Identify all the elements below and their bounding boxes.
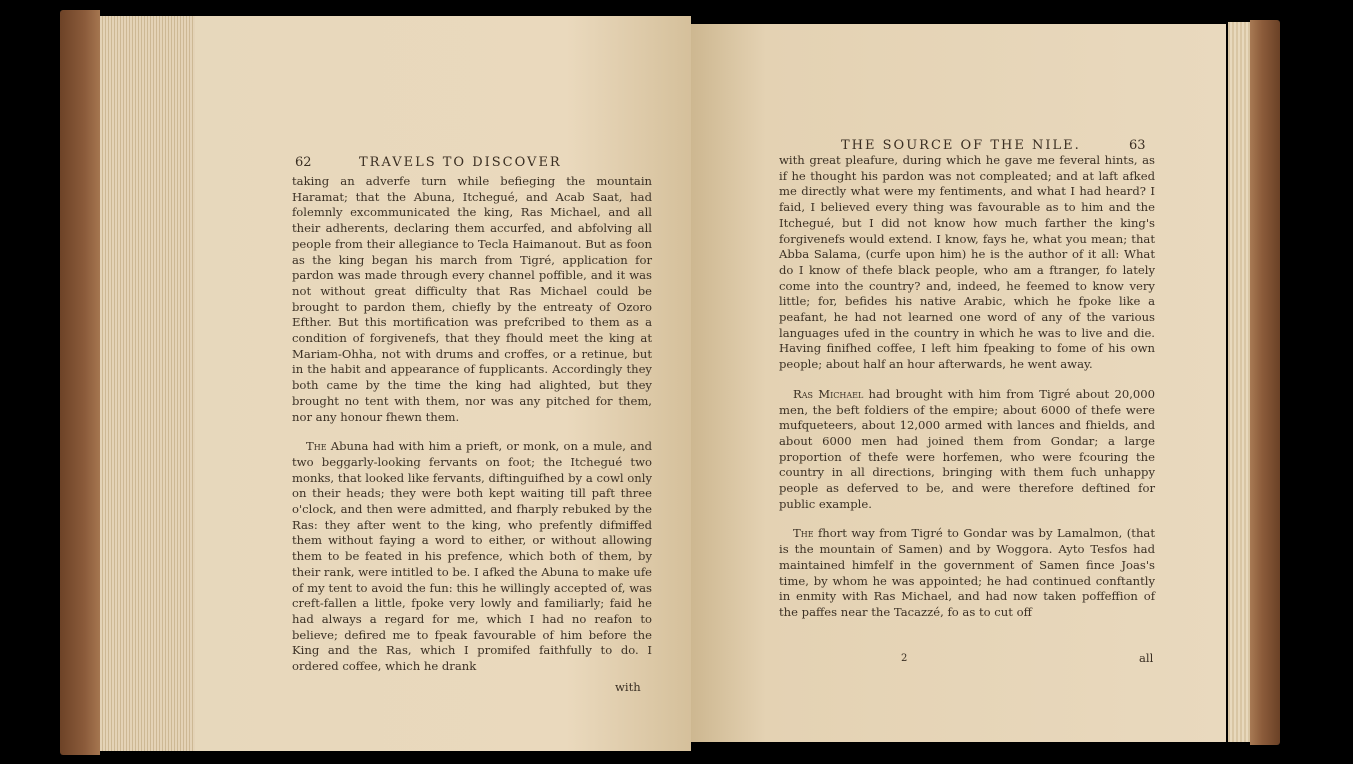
paragraph-lead: Ras Michael [793,386,864,401]
running-head: THE SOURCE OF THE NILE. [841,138,1081,153]
body-text [292,174,652,675]
book-cover-right [1250,20,1280,745]
paragraph-lead: The [306,439,327,454]
paragraph: The fhort way from Tigré to Gondar was by Lamalmon, (that is the mountain of Samen) and by Woggora. Ayto Tesfos had maintained himfelf in the government of Samen fince Joas's time, by whom he was appointed; he had continued conftantly in enmity with Ras Michael, and had now taken poffeffion of the paffes near the Tacazzé, fo as to cut off [779,526,1155,619]
paragraph: taking an adverfe turn while befieging the mountain Haramat; that the Abuna, Itchegué, and Acab Saat, had folemnly excommunicated the king, Ras Michael, and all their adherents, declaring them accurfed, and abfolving all people from their allegiance to Tecla Haimanout. But as foon as the king began his march from Tigré, application for pardon was made through every channel poffible, and it was not without great difficulty that Ras Michael could be brought to pardon them, chiefly by the entreaty of Ozoro Efther. But this mortification was prefcribed to them as a condition of forgivenefs, that they fhould meet the king at Mariam-Ohha, not with drums and croffes, or a retinue, but in the habit and appearance of fupplicants. Accordingly they both came by the time the king had alighted, but they brought no tent with them, nor was any pitched for them, nor any honour fhewn them. [292,174,652,424]
right-page [691,24,1226,742]
running-head: TRAVELS TO DISCOVER [359,155,562,170]
body-text [779,153,1155,621]
left-page [195,16,691,751]
page-edges-left [100,16,195,751]
catchword: with [615,680,641,694]
catchword: all [1139,651,1154,665]
paragraph: with great pleafure, during which he gave me feveral hints, as if he thought his pardon was not compleated; and at laft afked me directly what were my fentiments, and what I had heard? I faid, I believed every thing was favourable as to him and the Itchegué, but I did not know how much farther the king's forgivenefs would extend. I know, fays he, what you mean; that Abba Salama, (curfe upon him) he is the author of it all: What do I know of thefe black people, who am a ftranger, fo lately come into the country? and, indeed, he feemed to know very little; for, befides his native Arabic, which he fpoke like a peafant, he had not learned one word of any of the various languages ufed in the country in which he was to live and die. Having finifhed coffee, I left him fpeaking to fome of his own people; about half an hour afterwards, he went away. [779,153,1155,372]
paragraph-lead: The [793,526,814,541]
paragraph: Ras Michael had brought with him from Tigré about 20,000 men, the beft foldiers of the empire; about 6000 of thefe were mufqueteers, about 12,000 armed with lances and fhields, and about 6000 men had joined them from Gondar; a large proportion of thefe were horfemen, who were fcouring the country in all directions, bringing with them fuch unhappy people as deferved to be, and were therefore deftined for public example. [779,386,1156,511]
page-number: 63 [1129,138,1146,153]
signature-mark: 2 [901,653,908,664]
book-cover-left [60,10,100,755]
page-number: 62 [295,155,312,170]
open-book [60,10,1280,755]
paragraph: The Abuna had with him a prieft, or monk, on a mule, and two beggarly-looking fervants on foot; the Itchegué two monks, that looked like fervants, diftinguifhed by a cowl only on their heads; they were both kept waiting till paft three o'clock, and then were admitted, and fharply rebuked by the Ras: they after went to the king, who prefently difmiffed them without faying a word to either, or without allowing them to be feated in his prefence, which both of them, by their rank, were intitled to be. I afked the Abuna to make ufe of my tent to avoid the fun: this he willingly accepted of, was creft-fallen a little, fpoke very lowly and familiarly; faid he had always a regard for me, which I had no reafon to believe; defired me to fpeak favourable of him before the King and the Ras, which I promifed faithfully to do. I ordered coffee, which he drank [292,439,652,674]
page-edges-right [1228,22,1250,742]
